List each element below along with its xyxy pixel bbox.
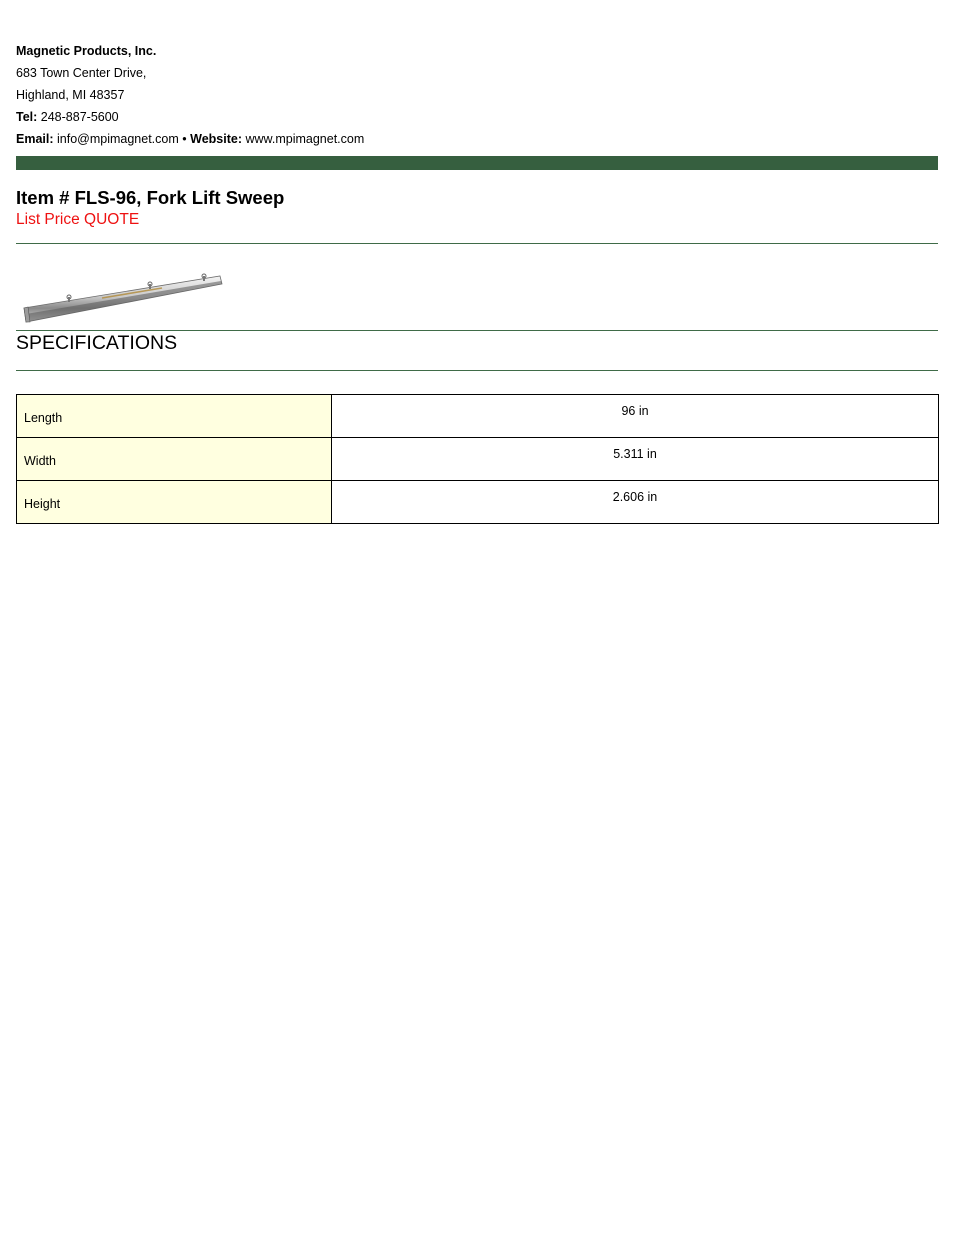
- company-name: Magnetic Products, Inc.: [16, 44, 157, 58]
- item-title: Item # FLS-96, Fork Lift Sweep: [16, 187, 285, 208]
- company-address-line2: Highland, MI 48357: [16, 88, 125, 102]
- company-address-line1: 683 Town Center Drive,: [16, 66, 147, 80]
- tel-label: Tel:: [16, 110, 38, 124]
- table-row: [17, 395, 939, 438]
- header-divider-bar: [16, 156, 938, 170]
- spec-value: 5.311 in: [332, 438, 939, 481]
- table-row: [17, 481, 939, 524]
- product-image: [22, 270, 228, 326]
- spec-label: Width: [24, 454, 56, 468]
- specs-bottom-divider: [16, 370, 938, 371]
- separator-bullet: •: [182, 132, 187, 146]
- company-info: [16, 40, 364, 150]
- spec-label: Height: [24, 497, 61, 511]
- company-contact: [16, 128, 364, 150]
- website-label: Website:: [190, 132, 242, 146]
- company-phone: [16, 106, 364, 128]
- specifications-table: [16, 394, 939, 524]
- spec-value: 96 in: [332, 395, 939, 438]
- website-link[interactable]: www.mpimagnet.com: [245, 132, 365, 146]
- table-row: [17, 438, 939, 481]
- spec-label-cell: [17, 481, 332, 524]
- spec-label-cell: [17, 395, 332, 438]
- list-price: List Price QUOTE: [16, 211, 140, 228]
- spec-label: Length: [24, 411, 63, 425]
- tel-value: 248-887-5600: [40, 110, 119, 124]
- specs-top-divider: [16, 330, 938, 331]
- email-link[interactable]: info@mpimagnet.com: [57, 132, 179, 146]
- specifications-heading: SPECIFICATIONS: [16, 332, 178, 354]
- email-label: Email:: [16, 132, 54, 146]
- spec-label-cell: [17, 438, 332, 481]
- title-divider: [16, 243, 938, 244]
- spec-value: 2.606 in: [332, 481, 939, 524]
